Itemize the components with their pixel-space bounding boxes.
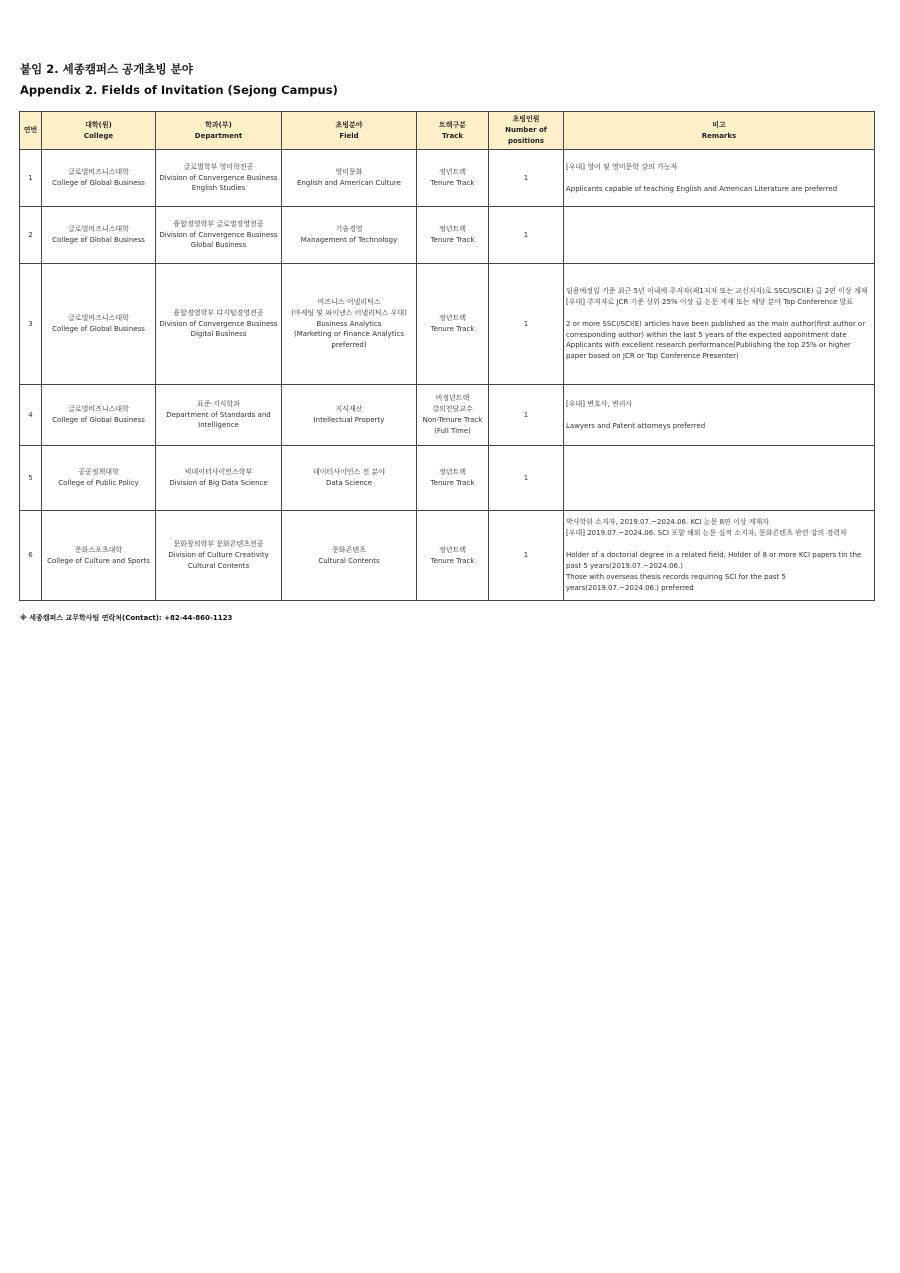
remarks-line: Lawyers and Patent attorneys preferred <box>566 421 706 430</box>
department-line: English Studies <box>191 184 246 193</box>
college-name-en: College of Global Business <box>52 416 145 424</box>
row-number-text: 2 <box>28 230 33 239</box>
positions-count: 1 <box>523 551 529 560</box>
college-cell <box>42 446 156 511</box>
college-cell <box>42 511 156 601</box>
college-name-en: College of Culture and Sports <box>47 556 150 565</box>
header-field-en: Field <box>339 131 359 140</box>
header-no: 연번 <box>20 112 42 150</box>
field-cell <box>282 446 417 511</box>
fields-table <box>19 111 875 601</box>
table-row <box>20 264 875 385</box>
track-cell <box>417 511 489 601</box>
row-number <box>20 207 42 264</box>
department-line: 표준·지식학과 <box>197 399 240 408</box>
row-number-text: 1 <box>28 173 33 182</box>
field-line: 지식재산 <box>335 405 363 414</box>
track-line: 정년트랙 <box>438 314 467 323</box>
track-line: Tenure Track <box>430 556 475 565</box>
row-number-text: 4 <box>28 410 33 419</box>
positions-cell <box>489 264 564 385</box>
college-name-ko: 문화스포츠대학 <box>74 545 123 554</box>
department-line: Cultural Contents <box>187 561 250 570</box>
college-cell <box>42 150 156 207</box>
positions-cell <box>489 511 564 601</box>
field-line: Business Analytics <box>316 319 382 328</box>
department-line: Division of Culture Creativity <box>168 551 269 560</box>
field-line: 영미문화 <box>335 168 363 177</box>
track-line: 정년트랙 <box>438 168 467 177</box>
header-positions <box>489 112 564 150</box>
remarks-spacer <box>566 308 872 319</box>
table-row <box>20 150 875 207</box>
college-name-en: College of Global Business <box>52 325 145 333</box>
field-line: 비즈니스 어낼리틱스 <box>317 297 381 306</box>
college-cell <box>42 385 156 446</box>
field-line: 데이터사이언스 전 분야 <box>312 468 386 477</box>
row-number <box>20 150 42 207</box>
header-department <box>156 112 282 150</box>
table-row <box>20 385 875 446</box>
table-body <box>20 150 875 601</box>
field-line: Management of Technology <box>300 236 398 244</box>
table-row <box>20 207 875 264</box>
remarks-cell <box>564 150 875 207</box>
remarks-cell <box>564 446 875 511</box>
college-name-ko: 글로벌비즈니스대학 <box>68 168 129 177</box>
track-line: Tenure Track <box>430 479 475 487</box>
remarks-line: [우대] 주저자로 JCR 기준 상위 25% 이상 급 논문 게재 또는 해당 분야 Top Conference 발표 <box>566 297 854 306</box>
field-cell <box>282 264 417 385</box>
positions-count: 1 <box>523 410 529 419</box>
positions-count: 1 <box>523 230 529 239</box>
header-remarks-ko: 비고 <box>712 120 726 129</box>
department-cell <box>156 207 282 264</box>
remarks-line: 박사학위 소지자, 2019.07.~2024.06. KCI 논문 8편 이상 게재자 <box>566 518 770 527</box>
track-line: Tenure Track <box>430 179 475 187</box>
positions-count: 1 <box>523 173 529 182</box>
field-cell <box>282 207 417 264</box>
track-cell <box>417 385 489 446</box>
remarks-line: [우대] 변호사, 변리사 <box>566 399 633 408</box>
track-line: 정년트랙 <box>438 468 467 477</box>
remarks-line: [우대] 영어 및 영미문학 강의 가능자 <box>566 162 678 171</box>
header-track-ko: 트랙구분 <box>438 120 467 129</box>
header-college-ko: 대학(원) <box>85 120 112 129</box>
department-cell <box>156 264 282 385</box>
contact-note: ※ 세종캠퍼스 교무학사팀 연락처(Contact): +82-44-860-1123 <box>20 614 233 622</box>
department-line: Division of Convergence Business <box>159 173 278 182</box>
track-line: Tenure Track <box>430 325 475 333</box>
track-cell <box>417 150 489 207</box>
college-cell <box>42 264 156 385</box>
department-line: Division of Convergence Business <box>159 230 278 239</box>
header-remarks-en: Remarks <box>701 131 737 140</box>
track-line: (Full Time) <box>434 426 471 435</box>
header-row <box>20 112 875 150</box>
header-track-en: Track <box>442 131 463 140</box>
college-name-ko: 공공정책대학 <box>78 468 119 477</box>
track-cell <box>417 264 489 385</box>
header-field-ko: 초빙분야 <box>335 120 363 129</box>
remarks-line: Those with overseas thesis records requiring SCI for the past 5 years(2019.07.~2024.06.) preferred <box>566 572 786 592</box>
header-college-en: College <box>83 131 114 140</box>
field-line: English and American Culture <box>297 179 401 187</box>
department-line: Department of Standards and <box>166 410 271 419</box>
remarks-cell <box>564 264 875 385</box>
track-line: 강의전담교수 <box>432 405 473 414</box>
remarks-spacer <box>566 410 872 421</box>
department-line: 융합경영학부 글로벌경영전공 <box>173 219 264 228</box>
field-cell <box>282 511 417 601</box>
field-line: (마케팅 및 파이낸스 어낼리틱스 우대) <box>291 308 407 317</box>
college-name-ko: 글로벌비즈니스대학 <box>68 405 129 414</box>
header-department-ko: 학과(부) <box>205 120 232 129</box>
positions-cell <box>489 207 564 264</box>
department-cell <box>156 385 282 446</box>
remarks-line: Applicants capable of teaching English and American Literature are preferred <box>566 184 838 193</box>
track-line: 정년트랙 <box>438 545 467 554</box>
remarks-cell <box>564 511 875 601</box>
field-line: 문화콘텐츠 <box>332 545 366 554</box>
header-college <box>42 112 156 150</box>
department-line: Intelligence <box>198 421 239 430</box>
track-line: Tenure Track <box>430 236 475 244</box>
field-line: Intellectual Property <box>313 416 385 424</box>
header-positions-en: Number of positions <box>505 126 547 145</box>
remarks-cell <box>564 385 875 446</box>
table-row <box>20 446 875 511</box>
row-number <box>20 264 42 385</box>
remarks-spacer <box>566 173 872 184</box>
field-line: (Marketing or Finance Analytics <box>293 330 405 339</box>
college-name-en: College of Global Business <box>52 179 145 187</box>
department-line: Global Business <box>190 241 247 250</box>
track-cell <box>417 207 489 264</box>
positions-count: 1 <box>523 319 529 328</box>
college-name-en: College of Public Policy <box>58 479 139 487</box>
college-name-ko: 글로벌비즈니스대학 <box>68 314 129 323</box>
department-line: 빅데이터사이언스학부 <box>184 468 253 477</box>
field-line: preferred) <box>331 341 367 350</box>
remarks-line: [우대] 2019.07.~2024.06. SCI 포함 해외 논문 실적 소지자, 문화콘텐츠 관련 강의 경력자 <box>566 529 847 538</box>
header-positions-ko: 초빙인원 <box>512 115 540 124</box>
field-line: Data Science <box>325 479 373 487</box>
row-number <box>20 511 42 601</box>
title-korean: 붙임 2. 세종캠퍼스 공개초빙 분야 <box>20 62 193 76</box>
remarks-spacer <box>566 539 872 550</box>
department-line: 융합경영학부 디지털경영전공 <box>173 308 264 317</box>
header-track <box>417 112 489 150</box>
department-line: Digital Business <box>190 330 247 339</box>
department-line: 문화창의학부 문화콘텐츠전공 <box>173 540 264 549</box>
positions-cell <box>489 446 564 511</box>
header-remarks <box>564 112 875 150</box>
college-name-en: College of Global Business <box>52 236 145 244</box>
positions-count: 1 <box>523 473 529 482</box>
track-cell <box>417 446 489 511</box>
remarks-line: 임용예정일 기준 최근 5년 이내에 주저자(제1저자 또는 교신저자)로 SSCI/SCI(E) 급 2편 이상 게재 <box>566 286 868 295</box>
track-line: 비정년트랙 <box>435 394 470 403</box>
row-number-text: 5 <box>28 473 33 482</box>
college-name-ko: 글로벌비즈니스대학 <box>68 225 129 234</box>
row-number <box>20 385 42 446</box>
track-line: Non-Tenure Track <box>422 416 483 424</box>
department-cell <box>156 511 282 601</box>
field-line: Cultural Contents <box>318 556 380 565</box>
field-line: 기술경영 <box>335 225 363 234</box>
row-number-text: 3 <box>28 319 33 328</box>
remarks-line: 2 or more SSCI/SCI(E) articles have been published as the main author(first author or corresponding author) within the last 5 years of the expected appointment date <box>566 319 866 339</box>
track-line: 정년트랙 <box>438 225 467 234</box>
row-number-text: 6 <box>28 551 33 560</box>
header-department-en: Department <box>194 131 243 140</box>
remarks-line: Holder of a doctorial degree in a related field, Holder of 8 or more KCI papers tin the past 5 years(2019.07.~2024.06.) <box>566 551 862 570</box>
department-cell <box>156 150 282 207</box>
remarks-line: Applicants with excellent research performance(Publishing the top 25% or higher paper based on JCR or Top Conference Presenter) <box>566 341 851 361</box>
department-cell <box>156 446 282 511</box>
positions-cell <box>489 385 564 446</box>
title-english: Appendix 2. Fields of Invitation (Sejong Campus) <box>20 83 338 97</box>
field-cell <box>282 385 417 446</box>
department-line: 글로벌학부 영미학전공 <box>183 162 254 171</box>
remarks-cell <box>564 207 875 264</box>
department-line: Division of Big Data Science <box>169 479 268 487</box>
table-row <box>20 511 875 601</box>
college-cell <box>42 207 156 264</box>
field-cell <box>282 150 417 207</box>
header-field <box>282 112 417 150</box>
positions-cell <box>489 150 564 207</box>
department-line: Division of Convergence Business <box>159 319 278 328</box>
row-number <box>20 446 42 511</box>
